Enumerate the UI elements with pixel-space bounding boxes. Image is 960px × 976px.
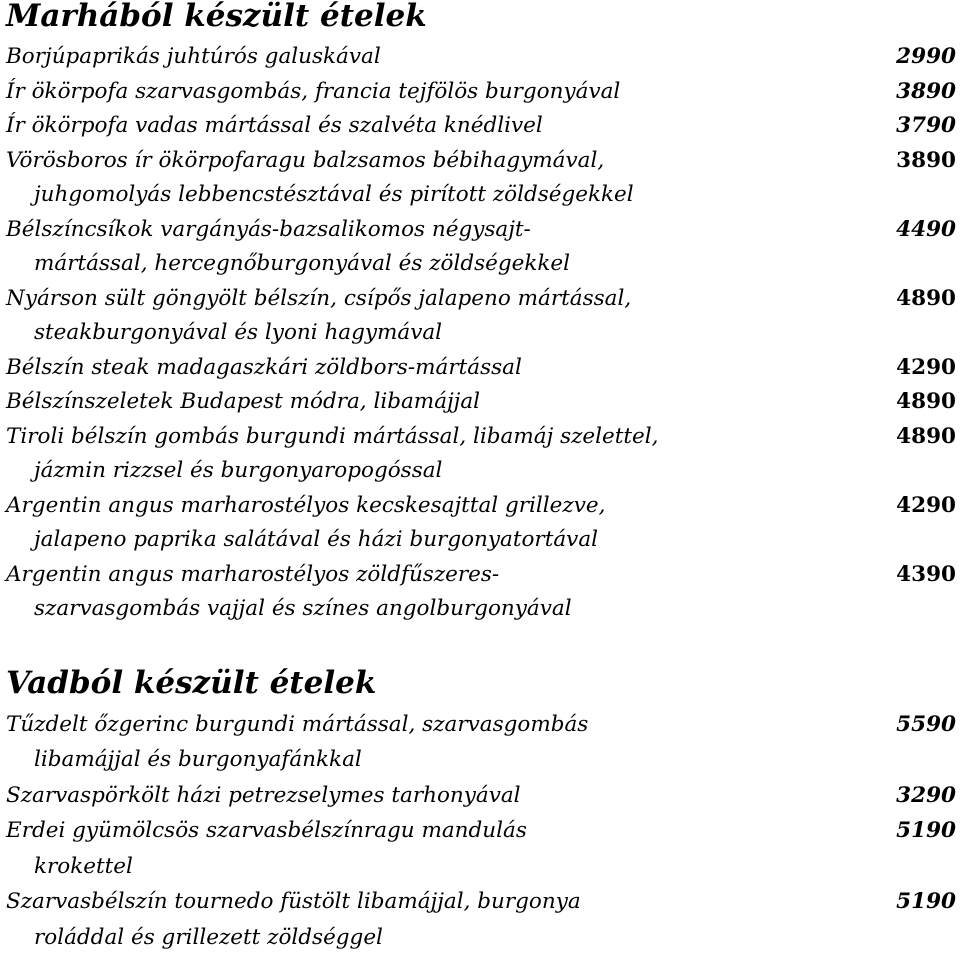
dish-name [6,489,806,558]
dish-price: 3890 [896,147,956,173]
dish-name-line1: Bélszíncsíkok vargányás-bazsalikomos négysajt- [6,216,531,242]
menu-item [6,213,956,282]
dish-price: 2990 [896,44,956,69]
dish-name-line1: Vörösboros ír ökörpofaragu balzsamos bébihagymával, [6,147,605,173]
menu-item [6,813,956,884]
dish-name-line1: Ír ökörpofa vadas mártással és szalvéta knédlivel [6,113,543,138]
menu-item [6,558,956,627]
dish-name [6,144,806,213]
dish-price: 4890 [896,389,956,414]
dish-name [6,707,806,778]
dish-price: 3290 [896,782,956,808]
dish-name-line1: Ír ökörpofa szarvasgombás, francia tejfölös burgonyával [6,78,621,104]
dish-name-line1: Nyárson sült göngyölt bélszín, csípős jalapeno mártással, [6,285,632,311]
menu-item [6,778,956,814]
dish-name-line2: libamájjal és burgonyafánkkal [34,747,362,772]
dish-name-line2: jalapeno paprika salátával és házi burgonyatortával [34,527,599,552]
dish-price: 5190 [896,889,956,914]
dish-name-line1: Borjúpaprikás juhtúrós galuskával [6,44,381,69]
dish-price: 4890 [896,285,956,311]
menu-item [6,385,956,420]
dish-name-line2: mártással, hercegnőburgonyával és zöldségekkel [34,251,571,276]
dish-name [6,420,806,489]
menu-item [6,707,956,778]
dish-name-line1: Tűzdelt őzgerinc burgundi mártással, szarvasgombás [6,711,589,737]
menu-item [6,144,956,213]
dish-name [6,109,806,144]
menu-item [6,282,956,351]
dish-price: 4490 [896,216,956,242]
dish-name-line1: Bélszín steak madagaszkári zöldbors-mártással [6,354,522,380]
dish-name [6,282,806,351]
menu-item [6,420,956,489]
dish-name-line1: Tiroli bélszín gombás burgundi mártással, libamáj szelettel, [6,423,659,449]
dish-price: 4290 [896,492,956,518]
dish-name-line1: Szarvaspörkölt házi petrezselymes tarhonyával [6,782,521,808]
dish-name-line1: Erdei gyümölcsös szarvasbélszínragu mandulás [6,818,527,843]
dish-name-line1: Szarvasbélszín tournedo füstölt libamájjal, burgonya [6,889,581,914]
menu-list-game [6,707,956,956]
dish-name [6,75,806,110]
section-title-game: Vadból készült ételek [6,664,377,701]
dish-name [6,813,806,884]
dish-price: 4390 [896,561,956,587]
dish-name [6,351,806,386]
menu-list-beef [6,40,956,627]
dish-price: 3890 [896,78,956,104]
dish-price: 3790 [896,113,956,138]
dish-name-line2: krokettel [34,853,133,879]
menu-item [6,884,956,955]
menu-item [6,351,956,386]
dish-name-line2: jázmin rizzsel és burgonyaropogóssal [34,458,443,483]
dish-name [6,884,806,955]
dish-price: 4890 [896,423,956,449]
dish-price: 5590 [896,711,956,737]
dish-name [6,558,806,627]
dish-price: 4290 [896,354,956,380]
dish-name-line2: roláddal és grillezett zöldséggel [34,924,383,950]
dish-name-line1: Argentin angus marharostélyos kecskesajttal grillezve, [6,492,606,518]
dish-name [6,40,806,75]
dish-name-line1: Argentin angus marharostélyos zöldfűszeres- [6,561,500,587]
dish-price: 5190 [896,818,956,843]
menu-item [6,109,956,144]
menu-item [6,75,956,110]
dish-name-line1: Bélszínszeletek Budapest módra, libamájjal [6,389,481,414]
dish-name-line2: steakburgonyával és lyoni hagymával [34,320,443,345]
dish-name-line2: juhgomolyás lebbencstésztával és pirított zöldségekkel [34,182,634,207]
section-title-beef: Marhából készült ételek [6,0,427,34]
dish-name [6,213,806,282]
dish-name [6,778,806,814]
menu-item [6,489,956,558]
dish-name [6,385,806,420]
menu-page [6,0,956,955]
dish-name-line2: szarvasgombás vajjal és színes angolburgonyával [34,596,572,621]
menu-item [6,40,956,75]
